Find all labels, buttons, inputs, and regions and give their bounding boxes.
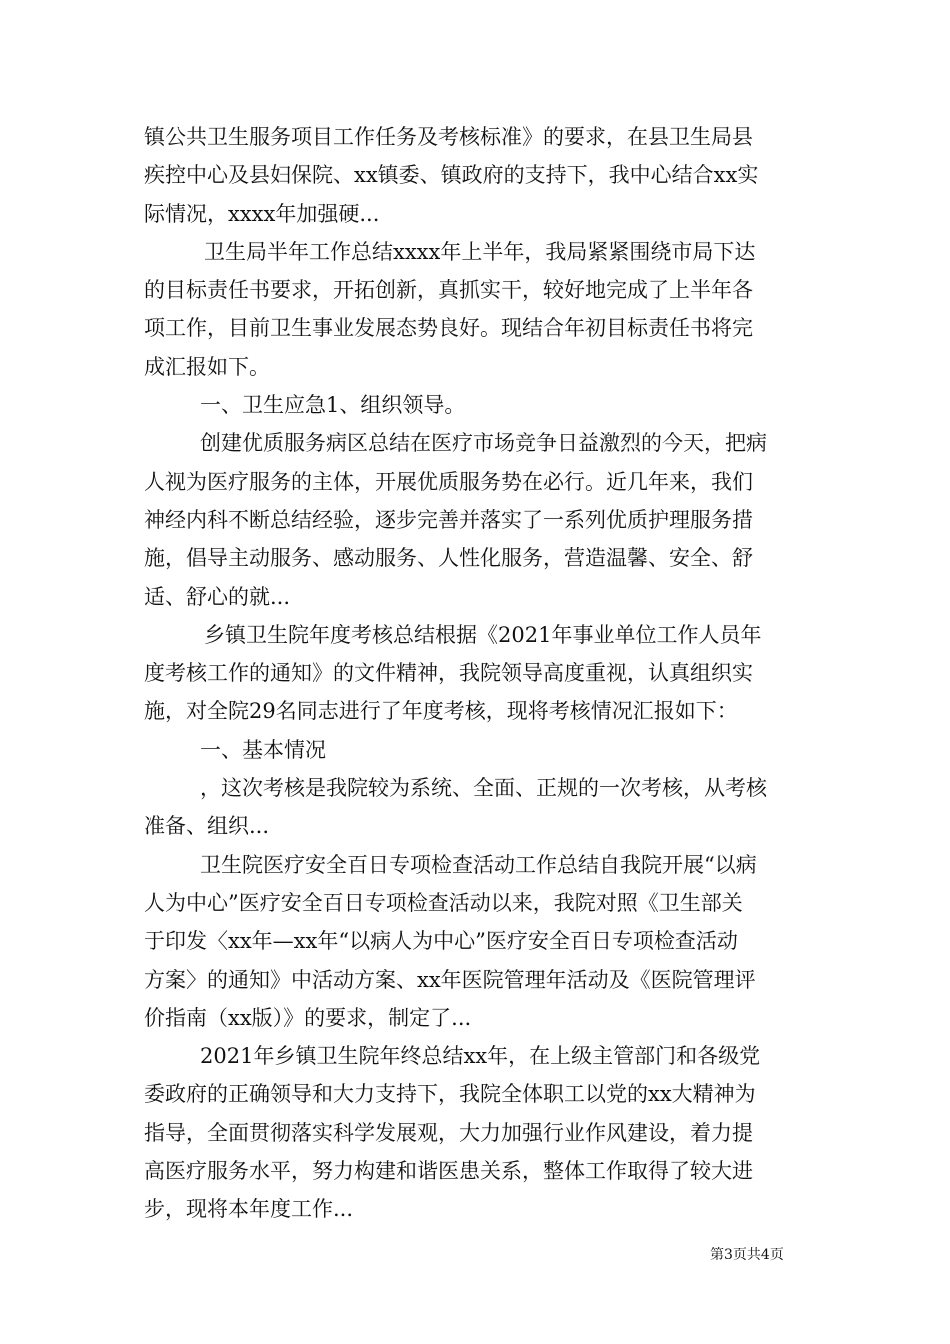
text-line: 施，倡导主动服务、感动服务、人性化服务，营造温馨、安全、舒 <box>144 546 753 571</box>
text-line: 人视为医疗服务的主体，开展优质服务势在必行。近几年来，我们 <box>144 469 753 494</box>
text-line: 成汇报如下。 <box>144 354 270 379</box>
section-heading-line: 一、基本情况 <box>200 737 326 762</box>
document-body <box>144 118 804 1229</box>
text-line: 准备、组织... <box>144 814 270 839</box>
text-line: 步，现将本年度工作... <box>144 1197 354 1222</box>
page-number-footer: 第3页共4页 <box>710 1247 784 1263</box>
section-heading-line: 一、卫生应急1、组织领导。 <box>200 393 466 418</box>
text-line: 度考核工作的通知》的文件精神，我院领导高度重视，认真组织实 <box>144 661 753 686</box>
paragraph-start-line: 卫生院医疗安全百日专项检查活动工作总结自我院开展“以病 <box>200 852 757 877</box>
text-line: 神经内科不断总结经验，逐步完善并落实了一系列优质护理服务措 <box>144 507 753 532</box>
text-line: 施，对全院29名同志进行了年度考核，现将考核情况汇报如下： <box>144 699 738 724</box>
paragraph-start-line: ，这次考核是我院较为系统、全面、正规的一次考核，从考核 <box>200 776 767 801</box>
text-line: 的目标责任书要求，开拓创新，真抓实干，较好地完成了上半年各 <box>144 278 753 303</box>
text-line: 方案〉的通知》中活动方案、xx年医院管理年活动及《医院管理评 <box>144 967 756 992</box>
text-line: 项工作，目前卫生事业发展态势良好。现结合年初目标责任书将完 <box>144 316 753 341</box>
text-line: 人为中心”医疗安全百日专项检查活动以来，我院对照《卫生部关 <box>144 890 743 915</box>
text-line: 价指南（xx版）》的要求，制定了... <box>144 1005 472 1030</box>
paragraph-start-line: 乡镇卫生院年度考核总结根据《2021年事业单位工作人员年 <box>204 622 762 647</box>
text-line: 适、舒心的就... <box>144 584 291 609</box>
paragraph-start-line: 2021年乡镇卫生院年终总结xx年，在上级主管部门和各级党 <box>200 1044 761 1069</box>
text-line: 于印发〈xx年—xx年“以病人为中心”医疗安全百日专项检查活动 <box>144 929 738 954</box>
text-line: 指导，全面贯彻落实科学发展观，大力加强行业作风建设，着力提 <box>144 1120 753 1145</box>
text-line: 疾控中心及县妇保院、xx镇委、镇政府的支持下，我中心结合xx实 <box>144 163 759 188</box>
text-line: 高医疗服务水平，努力构建和谐医患关系，整体工作取得了较大进 <box>144 1159 753 1184</box>
paragraph-start-line: 创建优质服务病区总结在医疗市场竞争日益激烈的今天，把病 <box>200 431 767 456</box>
text-line: 委政府的正确领导和大力支持下，我院全体职工以党的xx大精神为 <box>144 1082 756 1107</box>
paragraph-start-line: 卫生局半年工作总结xxxx年上半年，我局紧紧围绕市局下达 <box>204 239 756 264</box>
text-line: 际情况，xxxx年加强硬... <box>144 201 380 226</box>
text-line: 镇公共卫生服务项目工作任务及考核标准》的要求，在县卫生局县 <box>144 125 753 149</box>
